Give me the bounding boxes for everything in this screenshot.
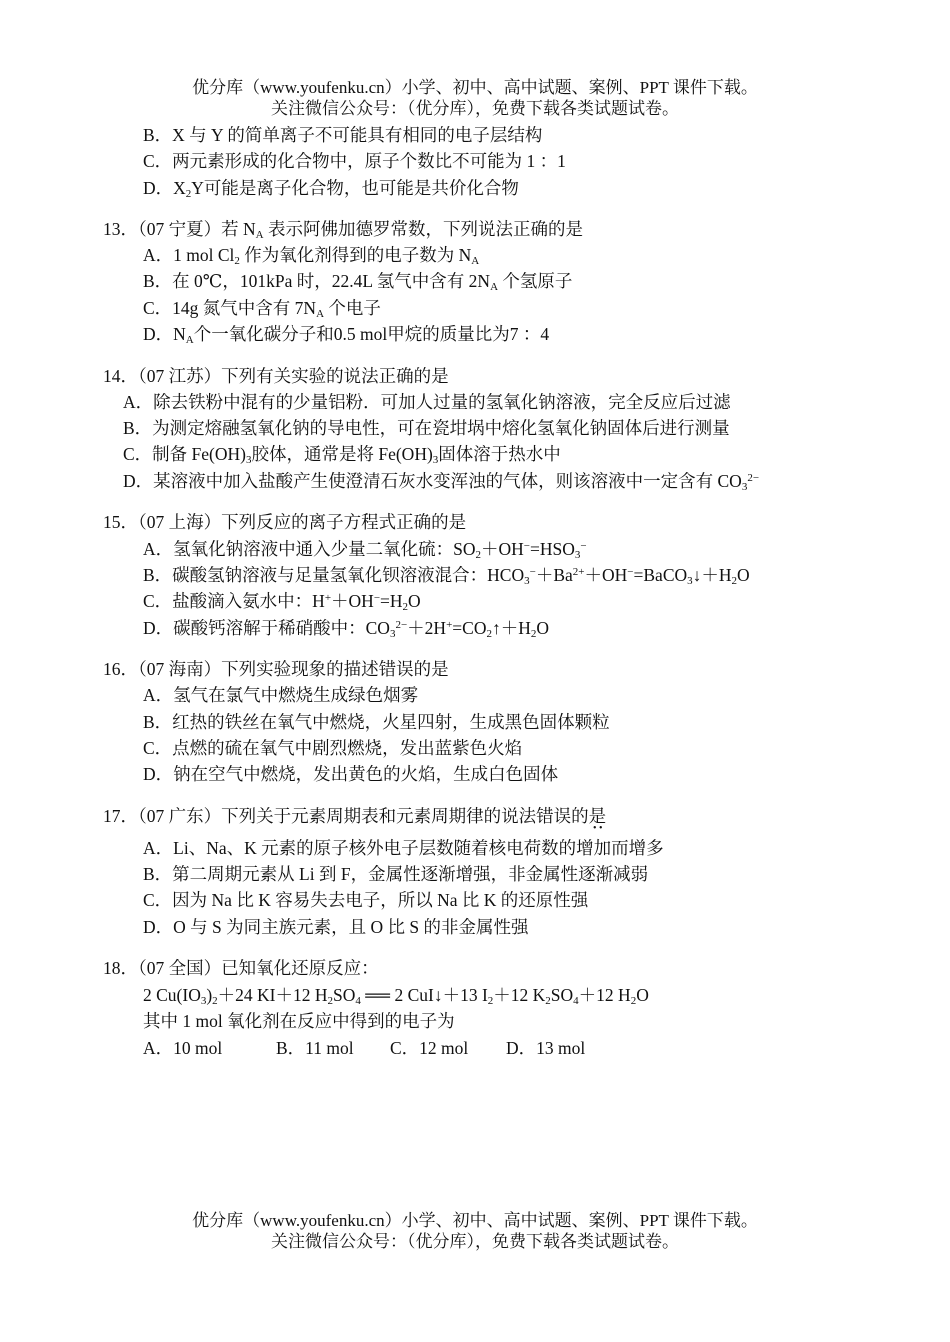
- q13-option-c: C．14g 氮气中含有 $7N_A$ 个电子: [143, 298, 381, 320]
- q15-option-d: D．碳酸钙溶解于稀硝酸中：$CO_3^{2-}+2H^+=CO_2↑+H_2O$: [143, 618, 549, 640]
- q14-option-d: D．某溶液中加入盐酸产生使澄清石灰水变浑浊的气体，则该溶液中一定含有 $CO_3^{2-}$: [123, 471, 760, 493]
- q13-option-a: A．1 mol $Cl_2$ 作为氧化剂得到的电子数为 $N_A$: [143, 245, 480, 267]
- q18-options: [143, 1036, 585, 1060]
- q16-option-c: C．点燃的硫在氧气中剧烈燃烧，发出蓝紫色火焰: [143, 738, 523, 758]
- q14-option-c: C．制备 $Fe(OH)_3$胶体，通常是将 $Fe(OH)_3$固体溶于热水中: [123, 444, 561, 466]
- q18-option-a: A．10 mol: [143, 1038, 223, 1058]
- q16-option-d: D．钠在空气中燃烧，发出黄色的火焰，生成白色固体: [143, 764, 559, 784]
- q15-stem: 15．（07 上海）下列反应的离子方程式正确的是: [103, 512, 467, 532]
- q18-option-c: C．12 mol: [390, 1038, 469, 1058]
- q12-option-b: B．X 与 Y 的简单离子不可能具有相同的电子层结构: [143, 125, 543, 145]
- q12-option-d: D．$X_2Y$可能是离子化合物，也可能是共价化合物: [143, 178, 519, 200]
- q14-option-b: B．为测定熔融氢氧化钠的导电性，可在瓷坩埚中熔化氢氧化钠固体后进行测量: [123, 418, 730, 438]
- q17-option-d: D．O 与 S 为同主族元素，且 O 比 S 的非金属性强: [143, 917, 529, 937]
- q18-stem: 18．（07 全国）已知氧化还原反应：: [103, 958, 379, 978]
- header-line-2: 关注微信公众号：（优分库），免费下载各类试题试卷。: [271, 99, 679, 118]
- q18-question: 其中 1 mol 氧化剂在反应中得到的电子为: [143, 1011, 455, 1031]
- q16-option-b: B．红热的铁丝在氧气中燃烧，火星四射，生成黑色固体颗粒: [143, 712, 610, 732]
- q15-option-b: B．碳酸氢钠溶液与足量氢氧化钡溶液混合：$HCO_3^-+Ba^{2+}+OH^-=BaCO_3↓+H_2O$: [143, 565, 750, 587]
- q14-stem: 14．（07 江苏）下列有关实验的说法正确的是: [103, 366, 449, 386]
- q17-stem: 17．（07 广东）下列关于元素周期表和元素周期律的说法错误的是: [103, 806, 607, 826]
- q18-equation: 2 $Cu(IO_3)_2+24$ KI＋12 $H_2SO_4$ ══ 2 CuI↓＋13 $I_2+12$ $K_2SO_4+12$ $H_2O$: [143, 985, 649, 1007]
- q12-option-c: C．两元素形成的化合物中，原子个数比不可能为 1 ：1: [143, 151, 566, 171]
- header-line-1: 优分库（www.youfenku.cn）小学、初中、高中试题、案例、PPT 课件下载。: [192, 78, 758, 97]
- footer-line-1: 优分库（www.youfenku.cn）小学、初中、高中试题、案例、PPT 课件下载。: [192, 1211, 758, 1230]
- q13-option-d: D．$N_A$个一氧化碳分子和0.5 mol甲烷的质量比为7 ：4: [143, 324, 550, 346]
- q17-option-b: B．第二周期元素从 Li 到 F，金属性逐渐增强，非金属性逐渐减弱: [143, 864, 649, 884]
- q17-option-c: C．因为 Na 比 K 容易失去电子，所以 Na 比 K 的还原性强: [143, 890, 589, 910]
- footer-line-2: 关注微信公众号：（优分库），免费下载各类试题试卷。: [271, 1232, 679, 1251]
- q17-option-a: A．Li、Na、K 元素的原子核外电子层数随着核电荷数的增加而增多: [143, 838, 664, 858]
- q16-option-a: A．氢气在氯气中燃烧生成绿色烟雾: [143, 685, 419, 705]
- q13-option-b: B．在 0℃，101kPa 时，22.4L 氢气中含有 $2N_A$ 个氢原子: [143, 271, 573, 293]
- q13-stem: 13．（07 宁夏）若 $N_A$ 表示阿佛加德罗常数，下列说法正确的是: [103, 219, 583, 241]
- q18-option-b: B．11 mol: [276, 1038, 354, 1058]
- q15-option-c: C．盐酸滴入氨水中：$H^++OH^-=H_2O$: [143, 591, 421, 613]
- q16-stem: 16．（07 海南）下列实验现象的描述错误的是: [103, 659, 449, 679]
- q18-option-d: D．13 mol: [506, 1038, 586, 1058]
- q17-emphasis-dots: • •: [593, 823, 603, 834]
- q15-option-a: A．氢氧化钠溶液中通入少量二氧化硫：$SO_2+OH^-=HSO_3^-$: [143, 539, 587, 561]
- q14-option-a: A．除去铁粉中混有的少量铝粉．可加人过量的氢氧化钠溶液，完全反应后过滤: [123, 392, 731, 412]
